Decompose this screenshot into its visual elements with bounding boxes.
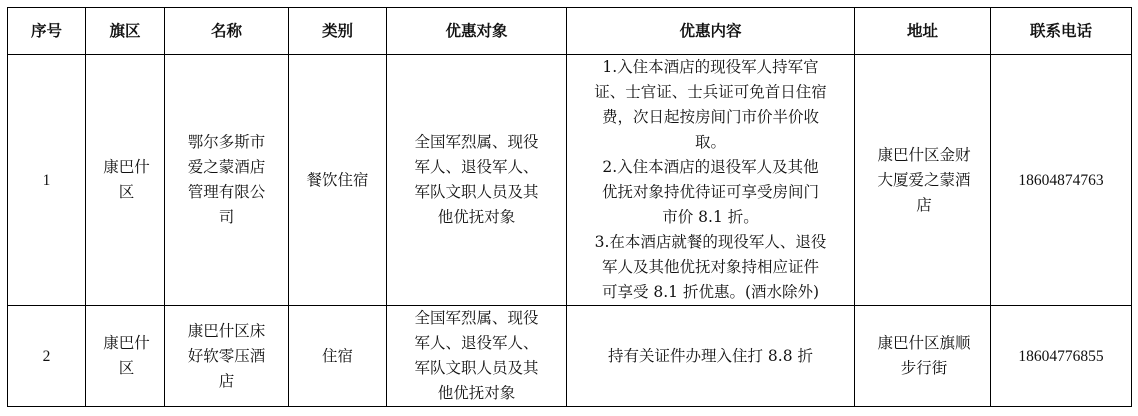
address-line: 店: [916, 195, 932, 214]
header-no: 序号: [8, 8, 86, 55]
content-cell: [567, 306, 855, 407]
phone-cell: 18604776855: [991, 306, 1132, 407]
name-cell: [165, 306, 289, 407]
content-line: 市价 8.1 折。: [662, 208, 759, 226]
content-line: 优抚对象持优待证可享受房间门: [601, 183, 819, 201]
target-line: 军人、退役军人、: [414, 158, 539, 176]
name-line: 康巴什区床: [187, 321, 266, 340]
district-line: 康巴什: [103, 334, 150, 352]
target-cell: [387, 55, 567, 306]
category-cell: 住宿: [289, 306, 387, 407]
table-row: [8, 306, 1132, 407]
content-line: 2.入住本酒店的退役军人及其他: [602, 158, 819, 176]
content-line: 1.入住本酒店的现役军人持军官: [602, 58, 819, 76]
header-phone: 联系电话: [991, 8, 1132, 55]
table-row: [8, 55, 1132, 306]
content-line: 证、士官证、士兵证可免首日住宿: [594, 83, 827, 101]
content-line: 持有关证件办理入住打 8.8 折: [607, 346, 813, 365]
address-line: 步行街: [900, 359, 948, 377]
phone-cell: 18604874763: [991, 55, 1132, 306]
district-line: 区: [118, 183, 135, 201]
name-line: 司: [218, 208, 235, 226]
header-address: 地址: [855, 8, 991, 55]
name-cell: [165, 55, 289, 306]
target-cell: [387, 306, 567, 407]
target-line: 全国军烈属、现役: [414, 309, 539, 327]
content-cell: [567, 55, 855, 306]
content-line: 军人及其他优抚对象持相应证件: [601, 258, 819, 276]
name-line: 好软零压酒: [187, 346, 266, 365]
header-target: 优惠对象: [387, 8, 567, 55]
district-line: 康巴什: [103, 158, 150, 176]
header-content: 优惠内容: [567, 8, 855, 55]
name-line: 鄂尔多斯市: [187, 133, 266, 151]
address-line: 康巴什区旗顺: [877, 334, 971, 352]
discount-table: [7, 7, 1132, 407]
content-line: 取。: [694, 133, 726, 151]
district-cell: [86, 306, 165, 407]
address-line: 康巴什区金财: [877, 145, 971, 164]
district-line: 区: [118, 359, 135, 377]
row-number: 1: [8, 55, 86, 306]
header-category: 类别: [289, 8, 387, 55]
content-line: 3.在本酒店就餐的现役军人、退役: [594, 233, 827, 251]
name-line: 爱之蒙酒店: [187, 158, 266, 176]
target-line: 他优抚对象: [437, 384, 516, 402]
name-line: 店: [218, 371, 235, 390]
row-number: 2: [8, 306, 86, 407]
district-cell: [86, 55, 165, 306]
target-line: 军队文职人员及其: [414, 359, 539, 377]
header-row: [8, 8, 1132, 55]
category-cell: 餐饮住宿: [289, 55, 387, 306]
address-line: 大厦爱之蒙酒: [877, 170, 971, 189]
target-line: 军人、退役军人、: [414, 334, 539, 352]
header-name: 名称: [165, 8, 289, 55]
content-line: 费，次日起按房间门市价半价收: [601, 108, 819, 126]
target-line: 全国军烈属、现役: [414, 133, 539, 151]
address-cell: [855, 306, 991, 407]
name-line: 管理有限公: [187, 183, 266, 201]
target-line: 军队文职人员及其: [414, 183, 539, 201]
content-line: 可享受 8.1 折优惠。(酒水除外): [601, 283, 820, 301]
target-line: 他优抚对象: [437, 208, 516, 226]
address-cell: [855, 55, 991, 306]
header-district: 旗区: [86, 8, 165, 55]
